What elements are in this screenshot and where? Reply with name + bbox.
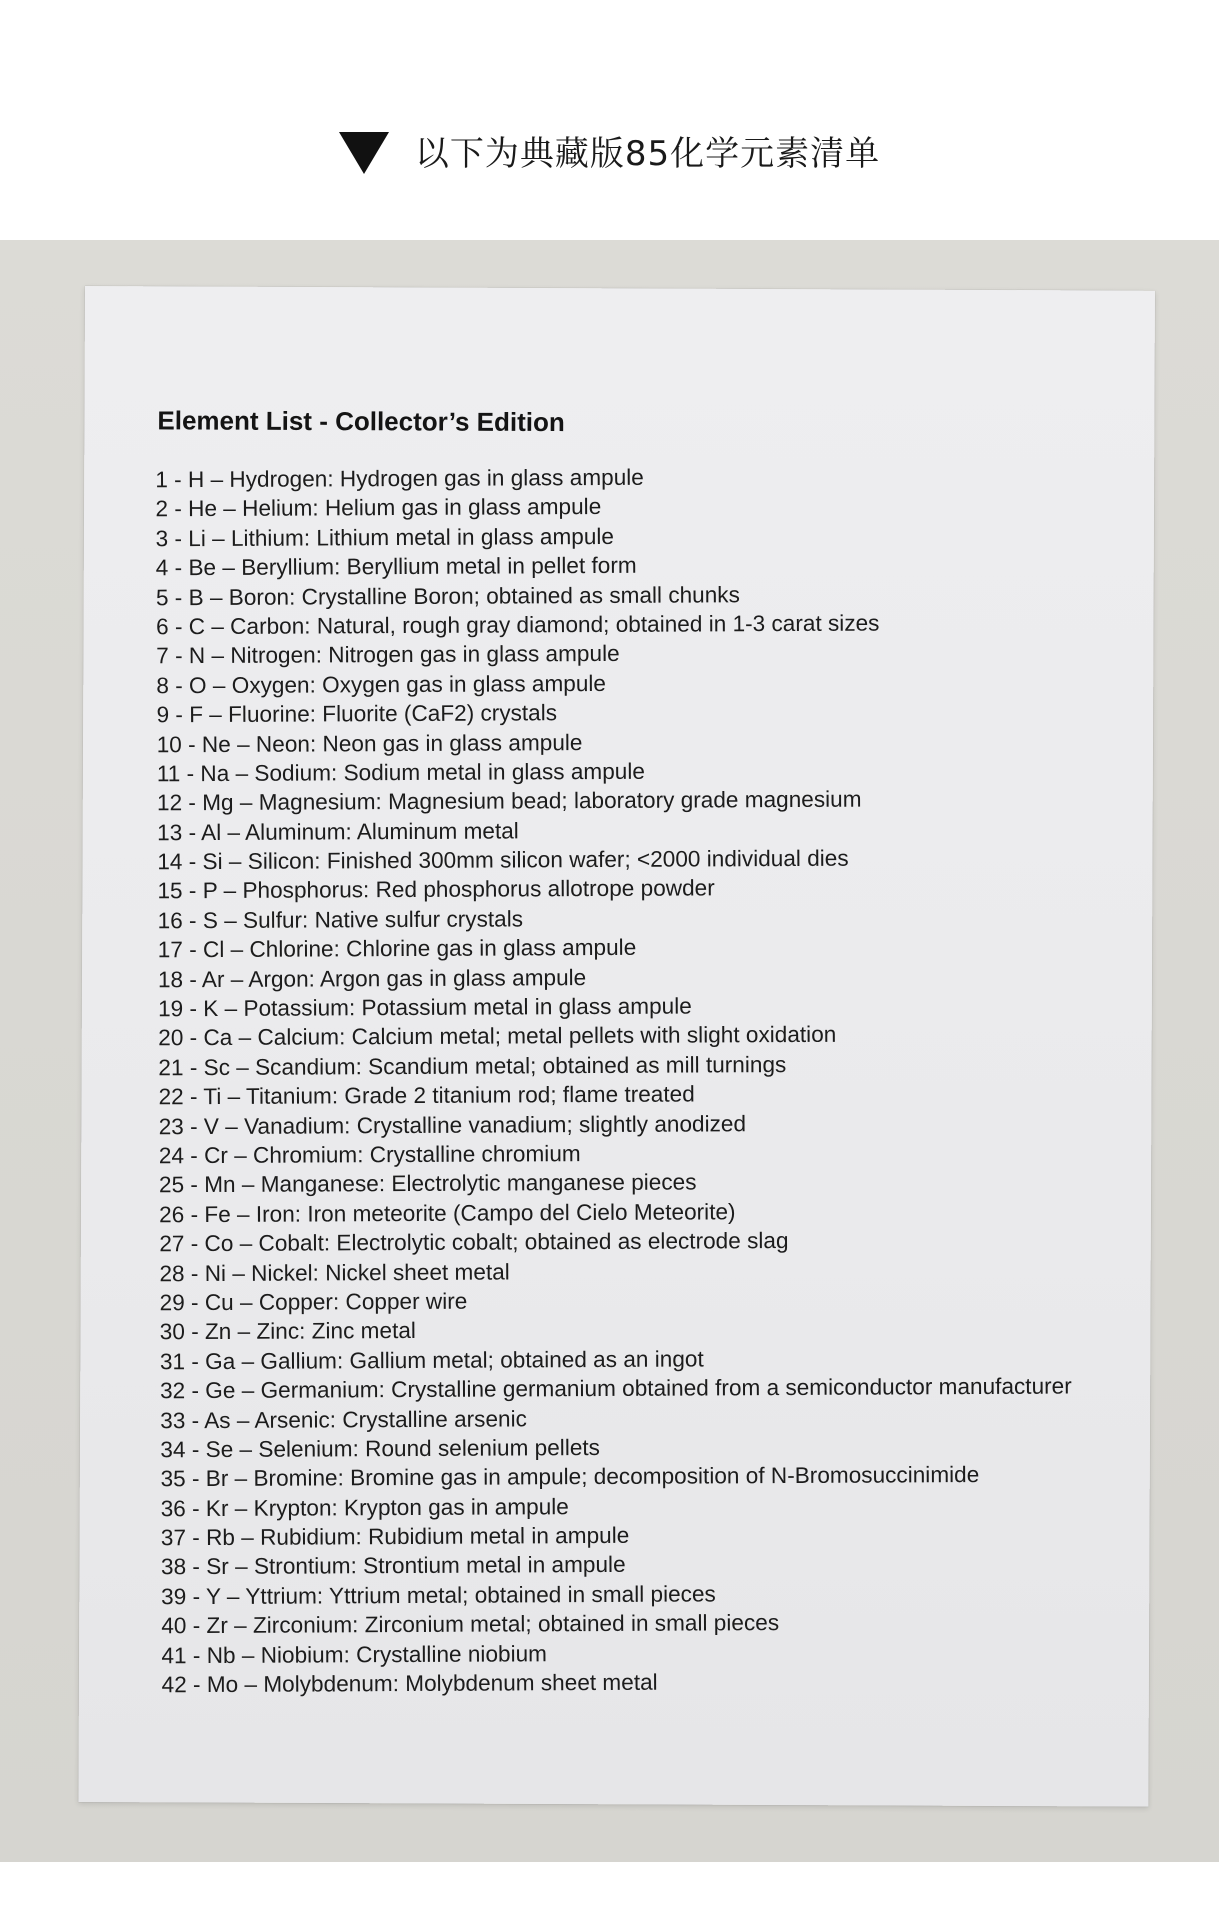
element-list-item: 32 - Ge – Germanium: Crystalline germanium obtained from a semiconductor manufacturer [159,1373,1072,1404]
element-list-item: 14 - Si – Silicon: Finished 300mm silicon wafer; <2000 individual dies [157,845,849,875]
element-list-item: 38 - Sr – Strontium: Strontium metal in ampule [160,1552,626,1580]
element-list-item: 28 - Ni – Nickel: Nickel sheet metal [159,1259,510,1286]
element-list-item: 34 - Se – Selenium: Round selenium pellets [160,1434,601,1463]
element-list-item: 27 - Co – Cobalt: Electrolytic cobalt; obtained as electrode slag [159,1228,789,1257]
element-list-item: 33 - As – Arsenic: Crystalline arsenic [160,1405,527,1433]
element-list-item: 8 - O – Oxygen: Oxygen gas in glass ampule [156,670,607,699]
element-list-item: 12 - Mg – Magnesium: Magnesium bead; laboratory grade magnesium [156,786,862,816]
element-list-item: 41 - Nb – Niobium: Crystalline niobium [161,1640,548,1668]
element-list-item: 11 - Na – Sodium: Sodium metal in glass ampule [156,758,645,787]
element-list-item: 36 - Kr – Krypton: Krypton gas in ampule [160,1493,569,1521]
element-list-item: 20 - Ca – Calcium: Calcium metal; metal pellets with slight oxidation [158,1022,837,1051]
down-triangle-icon [339,132,389,174]
element-list-sheet [78,286,1155,1807]
element-list-item: 2 - He – Helium: Helium gas in glass ampule [155,494,602,522]
element-list-item: 39 - Y – Yttrium: Yttrium metal; obtained in small pieces [161,1581,716,1610]
element-list-item: 42 - Mo – Molybdenum: Molybdenum sheet metal [161,1669,658,1698]
header-caption [0,126,1219,175]
element-list-item: 3 - Li – Lithium: Lithium metal in glass ampule [155,523,615,552]
element-list-item: 37 - Rb – Rubidium: Rubidium metal in ampule [160,1522,630,1551]
element-list-item: 10 - Ne – Neon: Neon gas in glass ampule [156,729,583,757]
element-list-item: 1 - H – Hydrogen: Hydrogen gas in glass ampule [155,464,644,493]
element-list-item: 21 - Sc – Scandium: Scandium metal; obtained as mill turnings [158,1051,787,1081]
element-list-item: 30 - Zn – Zinc: Zinc metal [159,1318,416,1345]
element-list-item: 25 - Mn – Manganese: Electrolytic manganese pieces [158,1169,697,1198]
element-list-item: 6 - C – Carbon: Natural, rough gray diamond; obtained in 1-3 carat sizes [155,610,880,640]
element-list-item: 29 - Cu – Copper: Copper wire [159,1288,468,1316]
element-list-item: 31 - Ga – Gallium: Gallium metal; obtained as an ingot [159,1346,704,1375]
element-list-item: 23 - V – Vanadium: Crystalline vanadium; slightly anodized [158,1110,747,1139]
element-list-item: 16 - S – Sulfur: Native sulfur crystals [157,906,524,934]
page-header [0,0,1219,240]
element-list-item: 9 - F – Fluorine: Fluorite (CaF2) crystals [156,700,558,728]
element-list-item: 13 - Al – Aluminum: Aluminum metal [157,818,519,845]
element-list-item: 15 - P – Phosphorus: Red phosphorus allotrope powder [157,875,715,904]
element-list-item: 17 - Cl – Chlorine: Chlorine gas in glass ampule [157,935,637,963]
element-list [155,461,1073,1700]
element-list-item: 18 - Ar – Argon: Argon gas in glass ampule [157,964,587,992]
document-title: Element List - Collector’s Edition [157,405,565,438]
element-list-item: 5 - B – Boron: Crystalline Boron; obtained as small chunks [155,581,740,610]
element-list-item: 24 - Cr – Chromium: Crystalline chromium [158,1141,581,1169]
element-list-item: 35 - Br – Bromine: Bromine gas in ampule; decomposition of N-Bromosuccinimide [160,1462,980,1492]
element-list-item: 4 - Be – Beryllium: Beryllium metal in pellet form [155,552,637,581]
element-list-item: 26 - Fe – Iron: Iron meteorite (Campo del Cielo Meteorite) [159,1199,736,1228]
element-list-item: 22 - Ti – Titanium: Grade 2 titanium rod; flame treated [158,1081,695,1110]
photo-background [0,240,1219,1862]
header-title: 以下为典藏版85化学元素清单 [414,134,881,174]
element-list-item: 7 - N – Nitrogen: Nitrogen gas in glass ampule [156,641,620,669]
element-list-item: 40 - Zr – Zirconium: Zirconium metal; obtained in small pieces [161,1610,780,1639]
element-list-item: 19 - K – Potassium: Potassium metal in glass ampule [157,993,692,1022]
